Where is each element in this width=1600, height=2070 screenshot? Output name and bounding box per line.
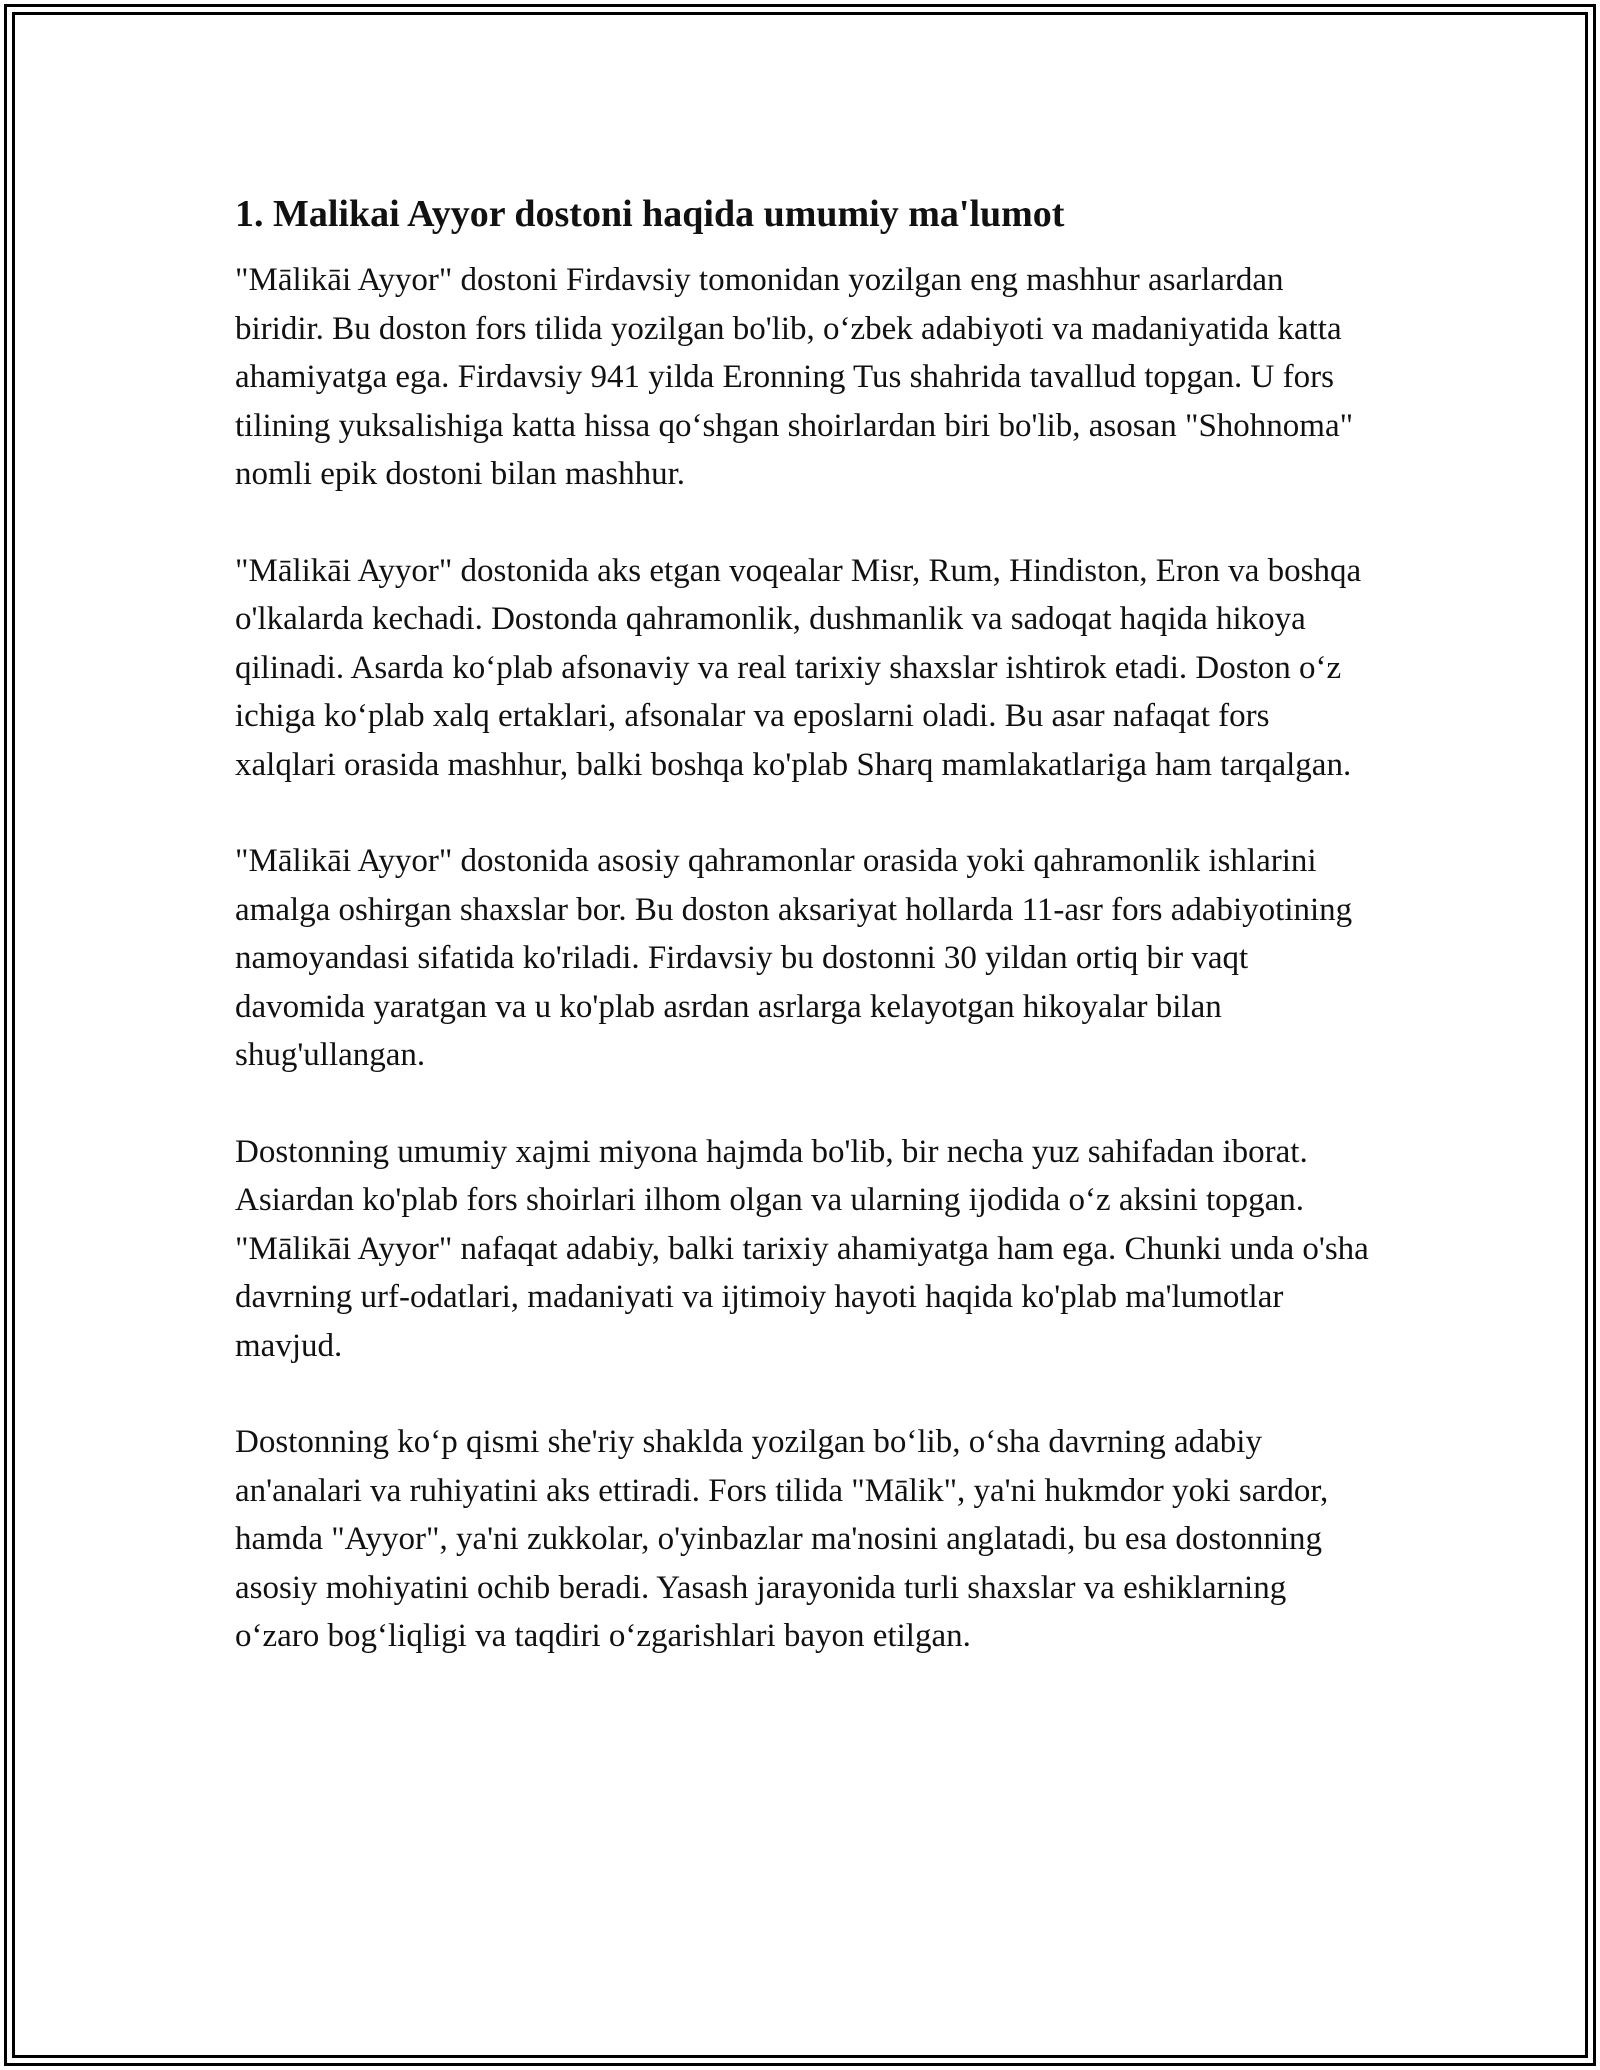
paragraph-1: "Mālikāi Ayyor" dostoni Firdavsiy tomonidan yozilgan eng mashhur asarlardan biridir. Bu doston fors tilida yozilgan bo'lib, o‘zbek adabiyoti va madaniyatida katta ahamiyatga ega. Firdavsiy 941 yilda Eronning Tus shahrida tavallud topgan. U fors tilining yuksalishiga katta hissa qo‘shgan shoirlardan biri bo'lib, asosan "Shohnoma" nomli epik dostoni bilan mashhur. [235, 262, 1354, 492]
paragraph-5: Dostonning ko‘p qismi she'riy shaklda yozilgan bo‘lib, o‘sha davrning adabiy an'analari va ruhiyatini aks ettiradi. Fors tilida "Mālik", ya'ni hukmdor yoki sardor, hamda "Ayyor", ya'ni zukkolar, o'yinbazlar ma'nosini anglatadi, bu esa dostonning asosiy mohiyatini ochib beradi. Yasash jarayonida turli shaxslar va eshiklarning o‘zaro bog‘liqligi va taqdiri o‘zgarishlari bayon etilgan. [235, 1424, 1329, 1654]
paragraph-2: "Mālikāi Ayyor" dostonida aks etgan voqealar Misr, Rum, Hindiston, Eron va boshqa o'lkalarda kechadi. Dostonda qahramonlik, dushmanlik va sadoqat haqida hikoya qilinadi. Asarda ko‘plab afsonaviy va real tarixiy shaxslar ishtirok etadi. Doston o‘z ichiga ko‘plab xalq ertaklari, afsonalar va eposlarni oladi. Bu asar nafaqat fors xalqlari orasida mashhur, balki boshqa ko'plab Sharq mamlakatlariga ham tarqalgan. [235, 552, 1362, 783]
section-heading: 1. Malikai Ayyor dostoni haqida umumiy ma'lumot [235, 193, 1065, 235]
document-body [235, 186, 1375, 1709]
paragraph-4: Dostonning umumiy xajmi miyona hajmda bo'lib, bir necha yuz sahifadan iborat. Asiardan ko'plab fors shoirlari ilhom olgan va ularning ijodida o‘z aksini topgan. "Mālikāi Ayyor" nafaqat adabiy, balki tarixiy ahamiyatga ham ega. Chunki unda o'sha davrning urf-odatlari, madaniyati va ijtimoiy hayoti haqida ko'plab ma'lumotlar mavjud. [235, 1133, 1369, 1364]
paragraph-3: "Mālikāi Ayyor" dostonida asosiy qahramonlar orasida yoki qahramonlik ishlarini amalga oshirgan shaxslar bor. Bu doston aksariyat hollarda 11-asr fors adabiyotining namoyandasi sifatida ko'riladi. Firdavsiy bu dostonni 30 yildan ortiq bir vaqt davomida yaratgan va u ko'plab asrdan asrlarga kelayotgan hikoyalar bilan shug'ullangan. [235, 843, 1353, 1073]
